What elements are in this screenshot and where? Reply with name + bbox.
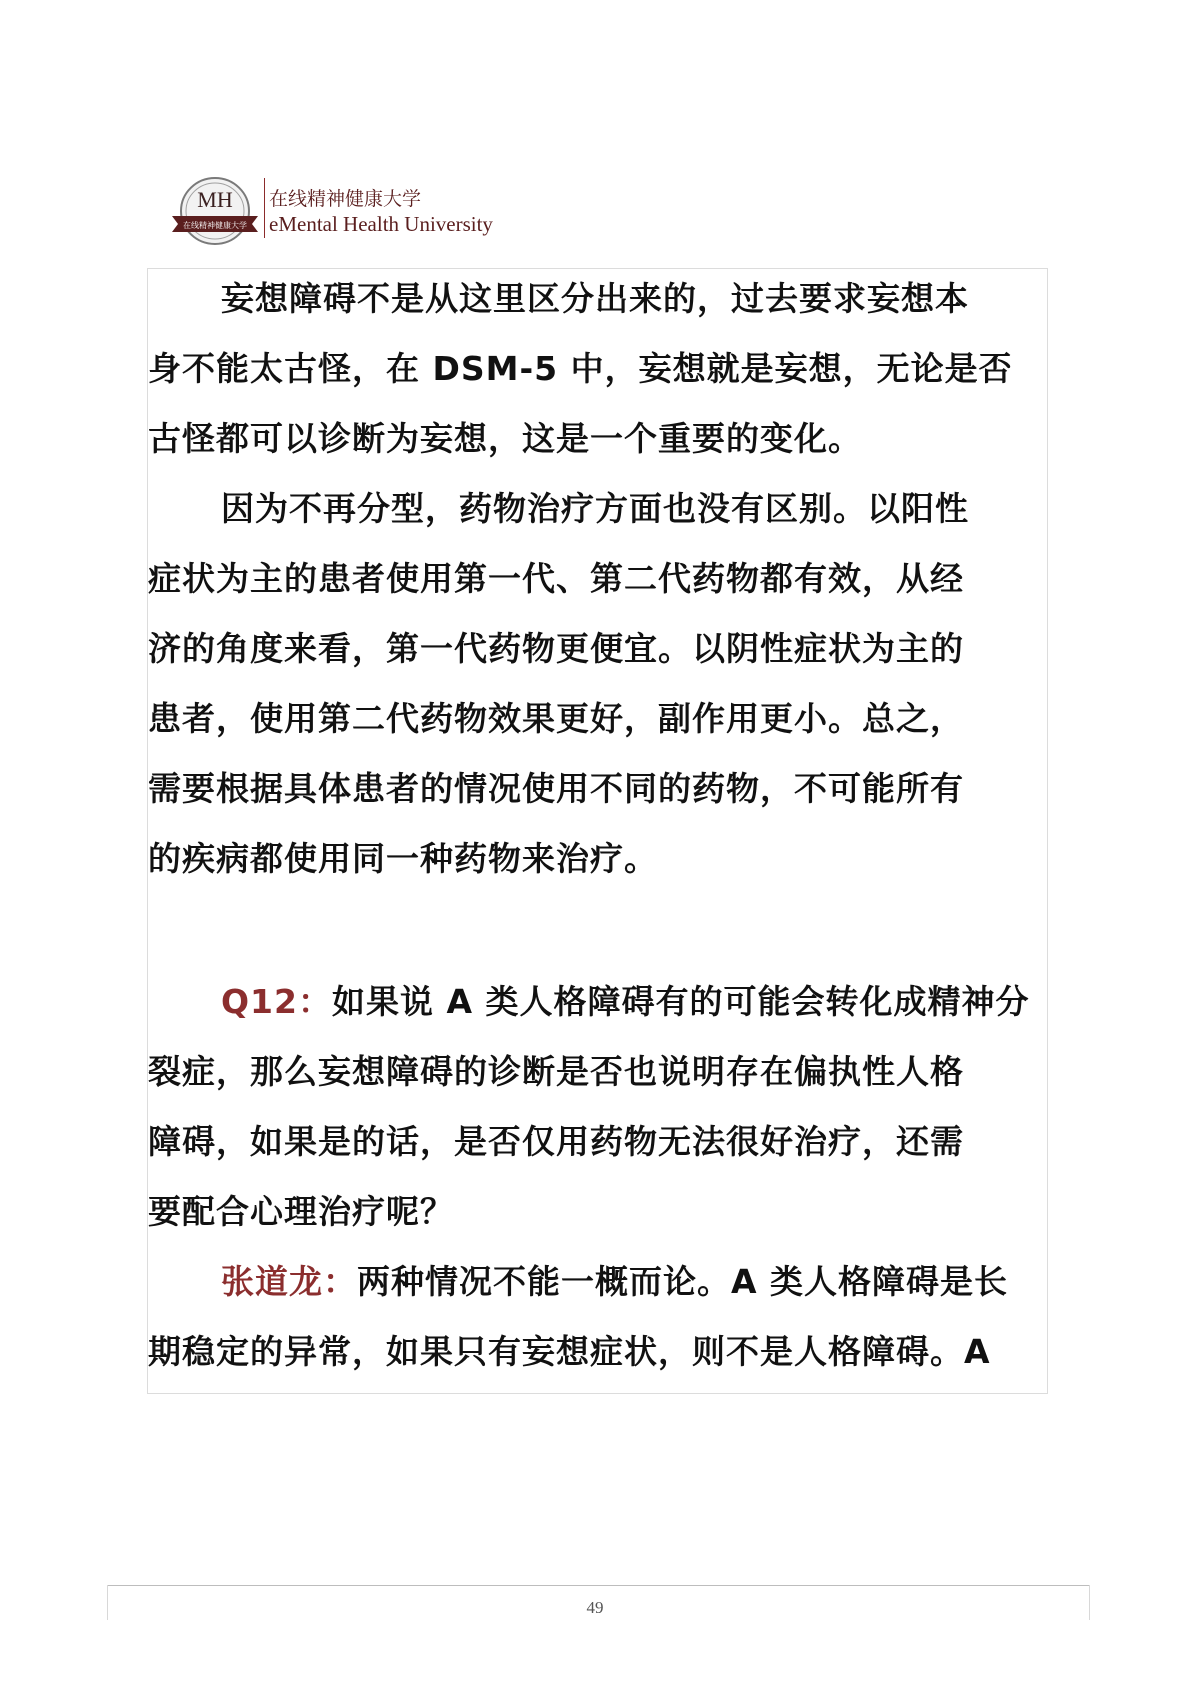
seal-band-text: 在线精神健康大学 (183, 221, 247, 230)
text-line: 的疾病都使用同一种药物来治疗。 (148, 839, 658, 878)
text-line: 症状为主的患者使用第一代、第二代药物都有效，从经 (148, 559, 964, 598)
question-line: Q12：如果说 A 类人格障碍有的可能会转化成精神分 (221, 982, 1030, 1021)
text-line: 因为不再分型，药物治疗方面也没有区别。以阳性 (221, 489, 969, 528)
text-line: 需要根据具体患者的情况使用不同的药物，不可能所有 (148, 769, 964, 808)
university-logo (172, 176, 492, 246)
university-name-en: eMental Health University (269, 212, 493, 236)
logo-divider (264, 178, 265, 238)
content-frame (147, 268, 1048, 1394)
text-line: 障碍，如果是的话，是否仅用药物无法很好治疗，还需 (148, 1122, 964, 1161)
text-line: 济的角度来看，第一代药物更便宜。以阴性症状为主的 (148, 629, 964, 668)
university-name-cn: 在线精神健康大学 (269, 188, 422, 210)
seal-text: MH (197, 187, 233, 212)
page-number: 49 (586, 1598, 604, 1617)
text-line: 身不能太古怪，在 DSM-5 中，妄想就是妄想，无论是否 (148, 349, 1013, 388)
text-line: 患者，使用第二代药物效果更好，副作用更小。总之， (148, 699, 964, 738)
text-line: 裂症，那么妄想障碍的诊断是否也说明存在偏执性人格 (148, 1052, 964, 1091)
text-line: 期稳定的异常，如果只有妄想症状，则不是人格障碍。A (148, 1332, 991, 1371)
speaker-label: 张道龙： (221, 1262, 357, 1301)
text-line: 要配合心理治疗呢？ (148, 1192, 454, 1231)
question-label: Q12： (221, 982, 332, 1021)
text-line: 古怪都可以诊断为妄想，这是一个重要的变化。 (148, 419, 862, 458)
mh-seal-icon (172, 176, 258, 246)
text-line: 妄想障碍不是从这里区分出来的，过去要求妄想本 (221, 279, 969, 318)
footer-rule (107, 1585, 1090, 1586)
answer-line: 张道龙：两种情况不能一概而论。A 类人格障碍是长 (221, 1262, 1009, 1301)
